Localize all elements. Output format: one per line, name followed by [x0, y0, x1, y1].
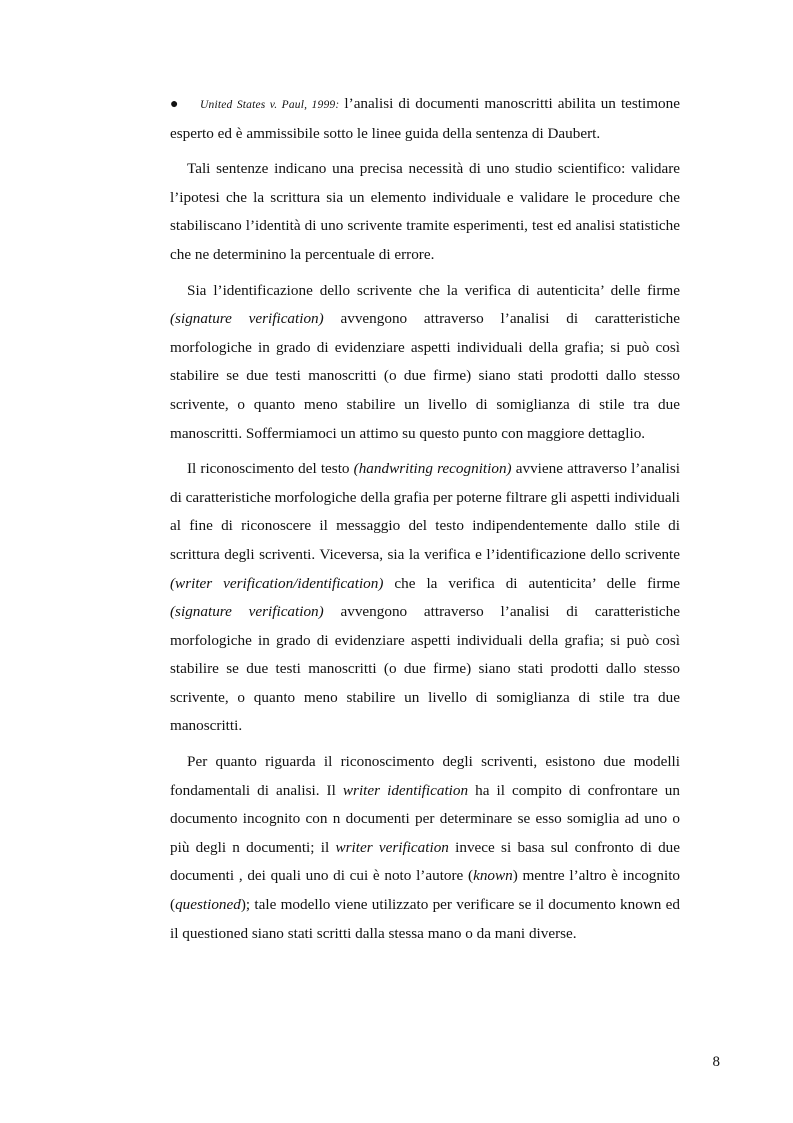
paragraph-3-term-writer-verification: (writer verification/identification)	[170, 574, 384, 592]
paragraph-4-text-c: ha il compito di confrontare un documento incognito con n documenti per determinare se esso somiglia ad uno o più degli n documenti; il	[170, 781, 680, 856]
paragraph-2-text-a: Sia l’identificazione dello scrivente che la verifica di autenticita’ delle firme	[187, 281, 680, 299]
paragraph-3-text-a: Il riconoscimento del testo	[187, 460, 354, 478]
paragraph-4-text-a: Per quanto riguarda il riconoscimento degli scriventi, esistono due modelli fondamentali di analisi. Il	[170, 753, 680, 799]
paragraph-4-term-known: known	[473, 867, 513, 885]
bullet-item	[170, 90, 680, 148]
paragraph-4-term-writer-identification: writer identification	[342, 781, 469, 799]
paragraph-4	[170, 748, 680, 948]
bullet-text: l’analisi di documenti manoscritti abilita un testimone esperto ed è ammissibile sotto le linee guida della sentenza di Daubert.	[170, 95, 680, 142]
paragraph-2-text-c: avvengono attraverso l’analisi di caratteristiche morfologiche in grado di evidenziare aspetti individuali della grafia; si può così stabilire se due testi manoscritti (o due firme) siano stati prodotti dallo stesso scrivente, o quanto meno stabilire un livello di somiglianza di stile tra due manoscritti. Soffermiamoci un attimo su questo punto con maggiore dettaglio.	[170, 310, 680, 442]
paragraph-1	[170, 155, 680, 269]
page-number: 8	[712, 1054, 720, 1070]
paragraph-3-term-signature-verification: (signature verification)	[170, 603, 324, 621]
paragraph-3-text-e: che la verifica di autenticita’ delle firme	[383, 574, 680, 592]
bullet-icon: ●	[170, 97, 179, 112]
paragraph-3	[170, 455, 680, 741]
paragraph-3-term-handwriting-recognition: (handwriting recognition)	[353, 460, 512, 478]
body-text	[170, 90, 680, 955]
paragraph-3-text-c: avviene attraverso l’analisi di caratteristiche morfologiche della grafia per poterne filtrare gli aspetti individuali al fine di riconoscere il messaggio del testo indipendentemente dallo stile di scrittura degli scriventi. Viceversa, sia la verifica e l’identificazione dello scrivente	[170, 460, 680, 563]
case-citation: United States v. Paul, 1999:	[200, 99, 340, 111]
paragraph-4-term-writer-verification: writer verification	[335, 838, 449, 856]
paragraph-2-term-signature-verification: (signature verification)	[170, 310, 324, 328]
paragraph-4-text-e: invece si basa sul confronto di due documenti , dei quali uno di cui è noto l’autore (	[170, 838, 680, 885]
paragraph-1-text: Tali sentenze indicano una precisa necessità di uno studio scientifico: validare l’ipotesi che la scrittura sia un elemento individuale e validare le procedure che stabiliscano l’identità di uno scrivente tramite esperimenti, test ed analisi statistiche che ne determinino la percentuale di errore.	[170, 160, 680, 263]
paragraph-4-text-i: ); tale modello viene utilizzato per verificare se il documento known ed il questioned siano stati scritti dalla stessa mano o da mani diverse.	[170, 896, 680, 942]
paragraph-4-term-questioned: questioned	[175, 896, 241, 914]
paragraph-2	[170, 277, 680, 449]
paragraph-3-text-g: avvengono attraverso l’analisi di caratteristiche morfologiche in grado di evidenziare aspetti individuali della grafia; si può così stabilire se due testi manoscritti (o due firme) siano stati prodotti dallo stesso scrivente, o quanto meno stabilire un livello di somiglianza di stile tra due manoscritti.	[170, 603, 680, 735]
paragraph-4-text-g: ) mentre l’altro è incognito (	[170, 867, 681, 914]
